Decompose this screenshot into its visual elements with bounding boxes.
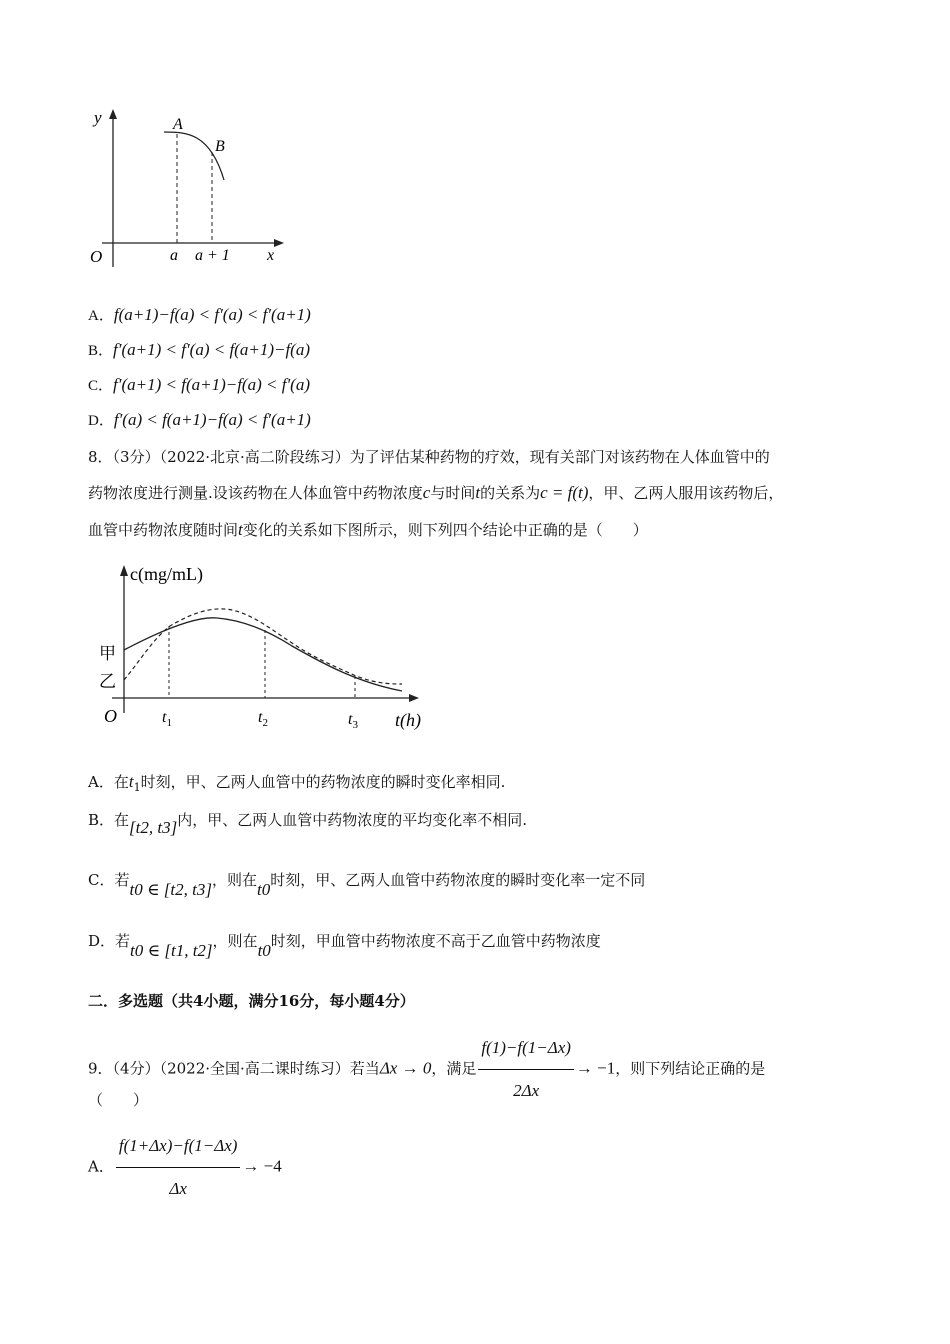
q9-paren: （ ） xyxy=(88,1091,149,1109)
q8-option-b: B．在[t2, t3]内，甲、乙两人血管中药物浓度的平均变化率不相同. xyxy=(88,811,528,837)
q7-option-c: C．f′(a+1) < f(a+1)−f(a) < f′(a) xyxy=(88,375,310,394)
q7-option-d: D．f′(a) < f(a+1)−f(a) < f′(a+1) xyxy=(88,410,311,429)
q8-line2: 药物浓度进行测量.设该药物在人体血管中药物浓度c与时间t的关系为c = f(t)，甲、乙两人服用该药物后， xyxy=(88,483,784,502)
t-label: t(h) xyxy=(395,710,421,730)
section-multi-choice-heading: 二．多选题（共4小题，满分16分，每小题4分） xyxy=(88,992,415,1010)
q9-fraction: $\frac{f(1)-f(1-\Delta x)}{2\Delta x}$ xyxy=(478,1028,574,1111)
point-b-label: B xyxy=(215,138,225,155)
q8-header: 8．（3分）（2022·北京·高二阶段练习）为了评估某种药物的疗效，现有关部门对该药物在人体血管中的 xyxy=(88,448,770,466)
q8-option-c: C．若t0 ∈ [t2, t3]，则在t0时刻，甲、乙两人血管中药物浓度的瞬时变化率一定不同 xyxy=(88,871,646,899)
q8-option-d: D．若t0 ∈ [t1, t2]，则在t0时刻，甲血管中药物浓度不高于乙血管中药物浓度 xyxy=(88,932,601,960)
c-label: c(mg/mL) xyxy=(130,564,203,584)
tick-a-label: a xyxy=(170,247,178,264)
tick-a1-label: a + 1 xyxy=(195,247,230,264)
tick-t2: $t_2$ xyxy=(258,709,268,729)
label-jia: 甲 xyxy=(99,644,116,664)
x-label: x xyxy=(267,247,275,264)
tick-t3: $t_3$ xyxy=(348,711,358,731)
y-label: y xyxy=(94,108,102,127)
x-arrow-icon xyxy=(274,239,284,247)
figure-concentration xyxy=(92,558,437,738)
q7-option-b: B．f′(a+1) < f′(a) < f(a+1)−f(a) xyxy=(88,340,310,359)
q9-option-a: A． $\frac{f(1+\Delta x)-f(1-\Delta x)}{\Delta x}$ → −4 xyxy=(88,1126,282,1209)
origin-label-2: O xyxy=(104,706,117,726)
y-arrow-icon xyxy=(109,109,117,119)
c-arrow-icon xyxy=(120,565,128,576)
q7-option-a: A．f(a+1)−f(a) < f′(a) < f′(a+1) xyxy=(88,305,311,324)
point-a-label: A xyxy=(173,116,183,133)
origin-label: O xyxy=(90,247,103,266)
q9-header: 9．（4分）（2022·全国·高二课时练习）若当Δx → 0，满足 $\frac{f(1)-f(1-\Delta x)}{2\Delta x}$ → −1，则下列结论正确的是 xyxy=(88,1028,765,1111)
q8-option-a: A．在$t_1$时刻，甲、乙两人血管中的药物浓度的瞬时变化率相同. xyxy=(88,772,506,794)
figure-curve-ab xyxy=(82,105,292,275)
q8-line3: 血管中药物浓度随时间t变化的关系如下图所示，则下列四个结论中正确的是（ ） xyxy=(88,520,648,539)
tick-t1: $t_1$ xyxy=(162,709,172,729)
label-yi: 乙 xyxy=(99,672,116,692)
t-arrow-icon xyxy=(409,694,419,702)
q9-option-a-fraction: $\frac{f(1+\Delta x)-f(1-\Delta x)}{\Delta x}$ xyxy=(116,1126,241,1209)
curve-yi xyxy=(124,609,402,684)
